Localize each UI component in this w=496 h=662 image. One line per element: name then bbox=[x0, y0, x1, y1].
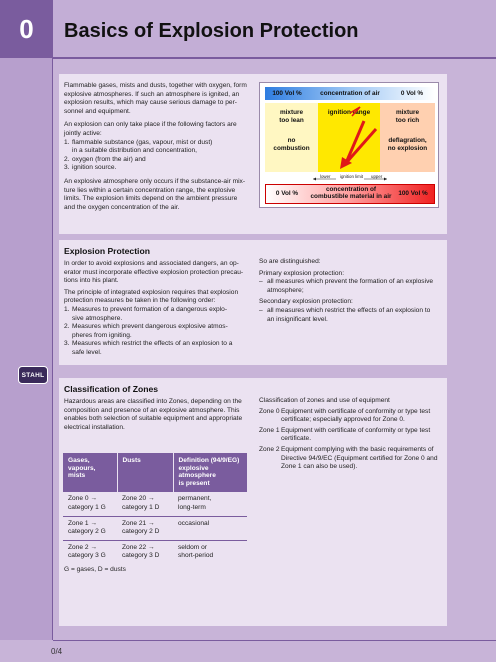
page-title: Basics of Explosion Protection bbox=[64, 20, 359, 42]
list-item: 3. Measures which restrict the effects of an explosion to a safe level. bbox=[64, 340, 233, 356]
intro-paragraph-2: An explosion can only take place if the following factors are jointly active: bbox=[64, 121, 237, 137]
table-row: Zone 2 → category 3 G Zone 22 → category 3 D seldom or short-period bbox=[63, 540, 247, 564]
list-item: – all measures which restrict the effects of an explosion to an insignificant level. bbox=[259, 306, 431, 323]
combustible-concentration-label: concentration of bbox=[325, 186, 377, 193]
no-combustion-label: combustion bbox=[273, 145, 310, 152]
table-header-row bbox=[63, 453, 247, 492]
combustible-concentration-label: combustible material in air bbox=[310, 193, 392, 200]
list-item: – all measures which prevent the formation of an explosive atmosphere; bbox=[259, 278, 434, 294]
column-header-gases: Gases, vapours, mists bbox=[63, 453, 117, 492]
air-100-label: 100 Vol % bbox=[272, 90, 302, 97]
list-item: Zone 0 Equipment with certificate of conformity or type test certificate; especially approved for Zone 0. bbox=[259, 407, 431, 424]
column-header-dusts: Dusts bbox=[117, 453, 173, 492]
list-item: 1. Measures to prevent formation of a dangerous explo- sive atmosphere. bbox=[64, 305, 228, 322]
intro-text bbox=[64, 82, 254, 212]
stahl-logo: STAHL bbox=[18, 366, 48, 384]
left-margin-strip bbox=[0, 58, 53, 640]
section-heading: Explosion Protection bbox=[64, 246, 150, 256]
lean-label: too lean bbox=[279, 117, 304, 124]
table-row: Zone 1 → category 2 G Zone 21 → category 2 D occasional bbox=[63, 516, 247, 540]
chapter-number: 0 bbox=[0, 0, 53, 58]
explosion-protection-left: Explosion Protection In order to avoid explosions and associated dangers, an op- erator must incorporate effective explosion protection precau- tions into his plant. The principle of integrated explosion requires that explosion protection measures be taken in the following order: 1. Measures to prevent formation of a dangerous explo- sive atmosphere. 2. Measures which prevent dangerous explosive atmos- pheres from igniting. 3. Measures which restrict the effects of an explosion to a safe level. bbox=[64, 246, 248, 358]
upper-limit-label: upper bbox=[371, 174, 383, 179]
section-heading: Classification of Zones bbox=[64, 384, 159, 394]
rich-label: mixture bbox=[395, 109, 420, 116]
list-item: 2. oxygen (from the air) and bbox=[64, 155, 146, 163]
factor-list bbox=[64, 139, 254, 173]
header-divider bbox=[0, 57, 496, 59]
lower-limit-label: lower bbox=[320, 174, 331, 179]
left-divider bbox=[52, 58, 53, 640]
zones-right: Classification of zones and use of equipment Zone 0 Equipment with certificate of conformity or type test certificate; especially approved for Zone 0. Zone 1 Equipment with certificate of conformity or type test certificate. Zone 2 Equipment complying with the basic requirements of Directive 94/9/EC (Equipment certified for Zone 0 and Zone 1 can also be used). bbox=[259, 397, 445, 472]
explosion-protection-right: So are distinguished: Primary explosion protection: – all measures which prevent the formation of an explosive atmosphere; Secondary explosion protection: – all measures which restrict the effects of an explosion to an insignificant level. bbox=[259, 258, 443, 324]
deflagration-label: no explosion bbox=[387, 145, 428, 152]
page-number: 0/4 bbox=[51, 647, 63, 656]
table-row: Zone 0 → category 1 G Zone 20 → category 1 D permanent, long-term bbox=[63, 492, 247, 516]
combustible-0-label: 0 Vol % bbox=[275, 190, 299, 197]
column-header-definition: Definition (94/9/EG) explosive atmosphere is present bbox=[173, 453, 247, 492]
explosion-range-diagram bbox=[259, 82, 439, 208]
rich-label: too rich bbox=[395, 117, 420, 124]
air-concentration-label: concentration of air bbox=[320, 90, 380, 97]
intro-paragraph-3: An explosive atmosphere only occurs if the substance-air mix- ture lies within a certain concentration range, the explosive limits. The explosion limits depend on the ambient pressure and the oxygen concentration of the air. bbox=[64, 177, 246, 211]
zones-left: Classification of Zones Hazardous areas are classified into Zones, depending on the composition and presence of an explosive atmosphere. This enables both selection of suitable equipment and appropriate electrical installation. bbox=[64, 384, 248, 432]
list-item: 2. Measures which prevent dangerous explosive atmos- pheres from igniting. bbox=[64, 323, 228, 339]
combustible-100-label: 100 Vol % bbox=[398, 190, 428, 197]
footer-divider bbox=[53, 640, 496, 641]
lean-label: mixture bbox=[279, 109, 304, 116]
list-item: 3. ignition source. bbox=[64, 164, 117, 172]
no-combustion-label: no bbox=[287, 137, 296, 144]
ignition-limit-label: ignition limit bbox=[340, 174, 363, 179]
list-item: Zone 2 Equipment complying with the basic requirements of Directive 94/9/EC (Equipment certified for Zone 0 and Zone 1 can also be used). bbox=[259, 445, 438, 471]
table-note: G = gases, D = dusts bbox=[64, 566, 126, 573]
list-item: 1. flammable substance (gas, vapour, mist or dust) in a suitable distribution and concentration, bbox=[64, 138, 213, 155]
ignition-range-label: ignition range bbox=[327, 109, 371, 116]
list-item: Zone 1 Equipment with certificate of conformity or type test certificate. bbox=[259, 426, 431, 443]
deflagration-label: deflagration, bbox=[388, 137, 427, 144]
intro-paragraph-1: Flammable gases, mists and dusts, together with oxygen, form explosive atmospheres. If such an atmosphere is ignited, an explosion results, which may cause serious damage to per- sonnel and equipment. bbox=[64, 82, 247, 115]
zone-category-table bbox=[63, 453, 247, 564]
air-0-label: 0 Vol % bbox=[400, 90, 424, 97]
